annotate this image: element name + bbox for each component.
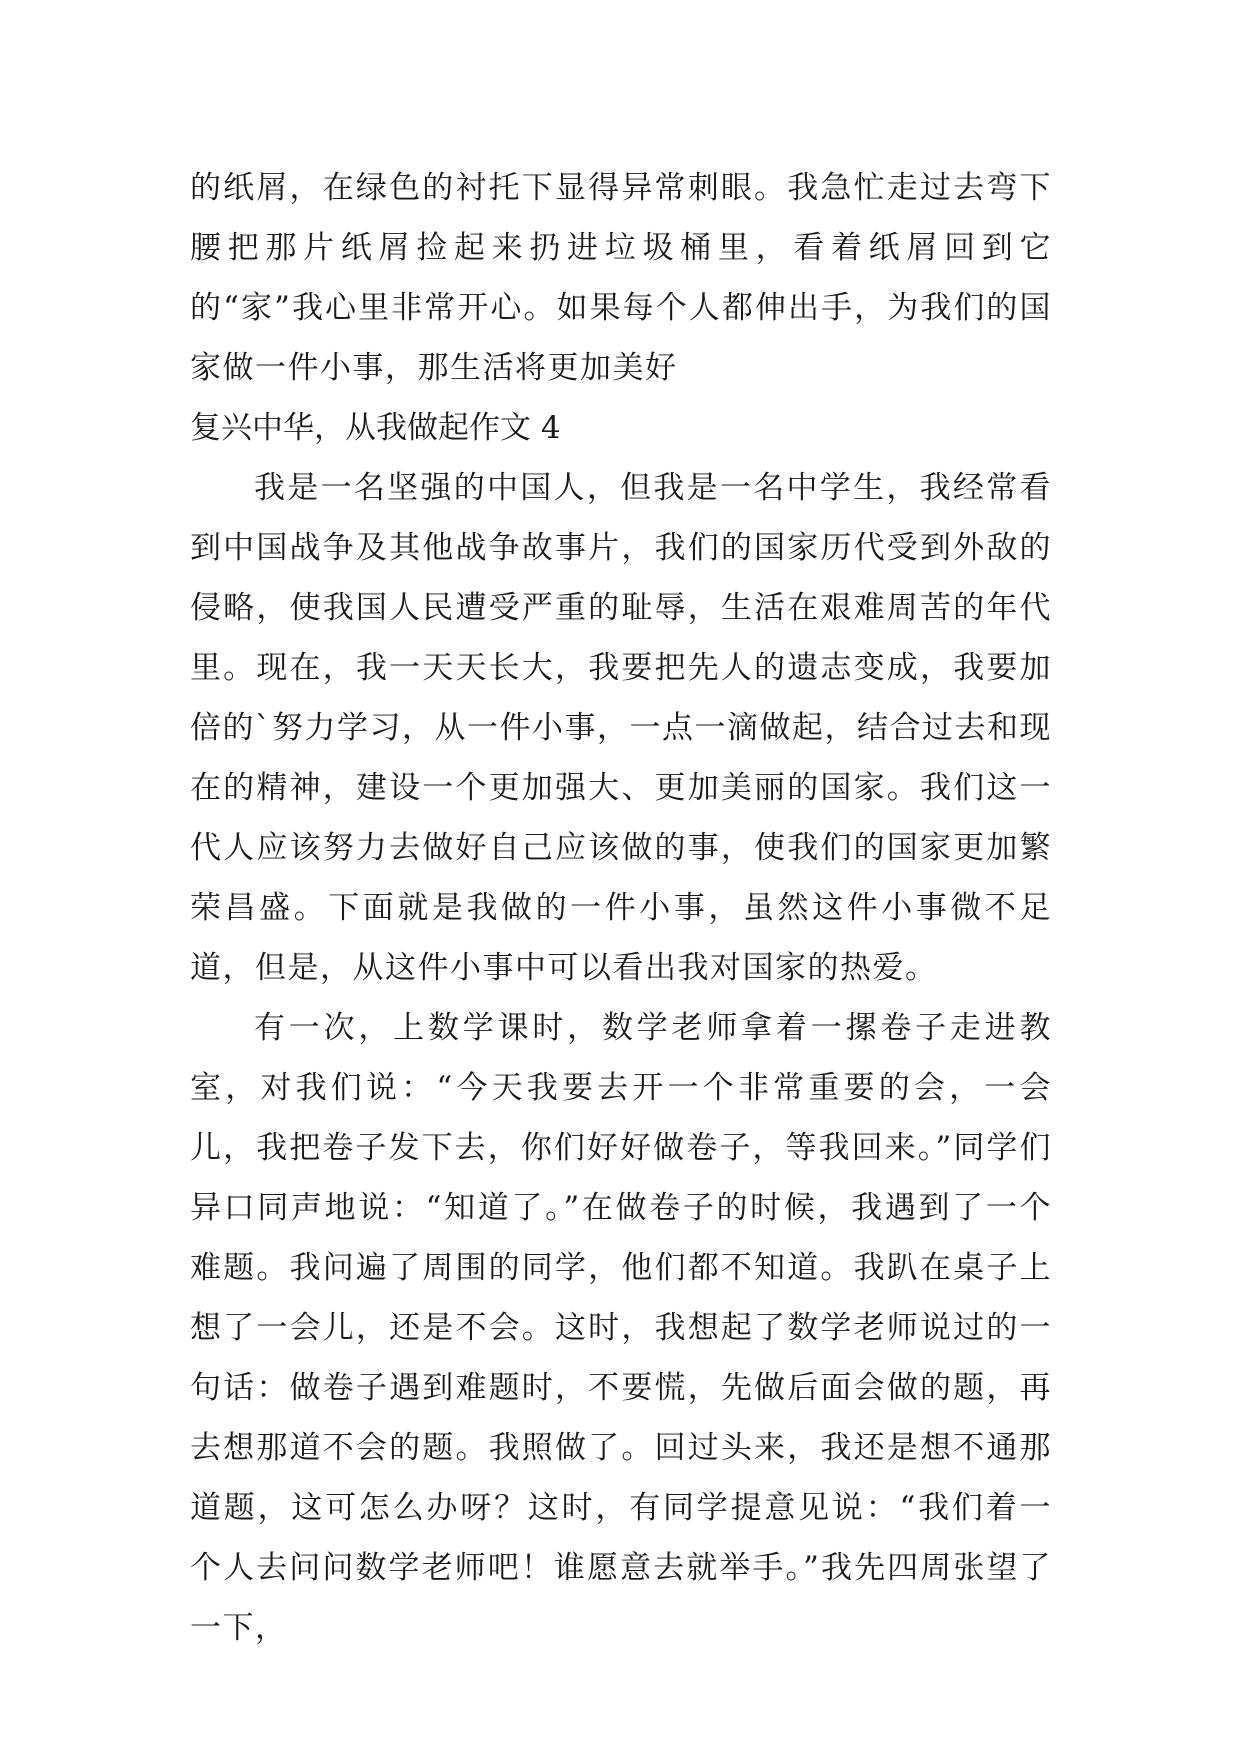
continued-paragraph: 的纸屑，在绿色的衬托下显得异常刺眼。我急忙走过去弯下腰把那片纸屑捡起来扔进垃圾桶里，看着纸屑回到它的“家”我心里非常开心。如果每个人都伸出手，为我们的国家做一件小事，那生活将更加美好 — [190, 170, 1052, 386]
continued-paragraph-block — [190, 158, 1052, 398]
paragraph: 我是一名坚强的中国人，但我是一名中学生，我经常看到中国战争及其他战争故事片，我们的国家历代受到外敌的侵略，使我国人民遭受严重的耻辱，生活在艰难周苦的年代里。现在，我一天天长大，我要把先人的遗志变成，我要加倍的`努力学习，从一件小事，一点一滴做起，结合过去和现在的精神，建设一个更加强大、更加美丽的国家。我们这一代人应该努力去做好自己应该做的事，使我们的国家更加繁荣昌盛。下面就是我做的一件小事，虽然这件小事微不足道，但是，从这件小事中可以看出我对国家的热爱。 — [190, 470, 1052, 986]
essay-body — [190, 458, 1052, 1658]
section-title: 复兴中华，从我做起作文 4 — [190, 410, 561, 446]
paragraph: 有一次，上数学课时，数学老师拿着一摞卷子走进教室，对我们说：“今天我要去开一个非常重要的会，一会儿，我把卷子发下去，你们好好做卷子，等我回来。”同学们异口同声地说：“知道了。”在做卷子的时候，我遇到了一个难题。我问遍了周围的同学，他们都不知道。我趴在桌子上想了一会儿，还是不会。这时，我想起了数学老师说过的一句话：做卷子遇到难题时，不要慌，先做后面会做的题，再去想那道不会的题。我照做了。回过头来，我还是想不通那道题，这可怎么办呀？这时，有同学提意见说：“我们着一个人去问问数学老师吧！谁愿意去就举手。”我先四周张望了一下， — [190, 1010, 1052, 1646]
